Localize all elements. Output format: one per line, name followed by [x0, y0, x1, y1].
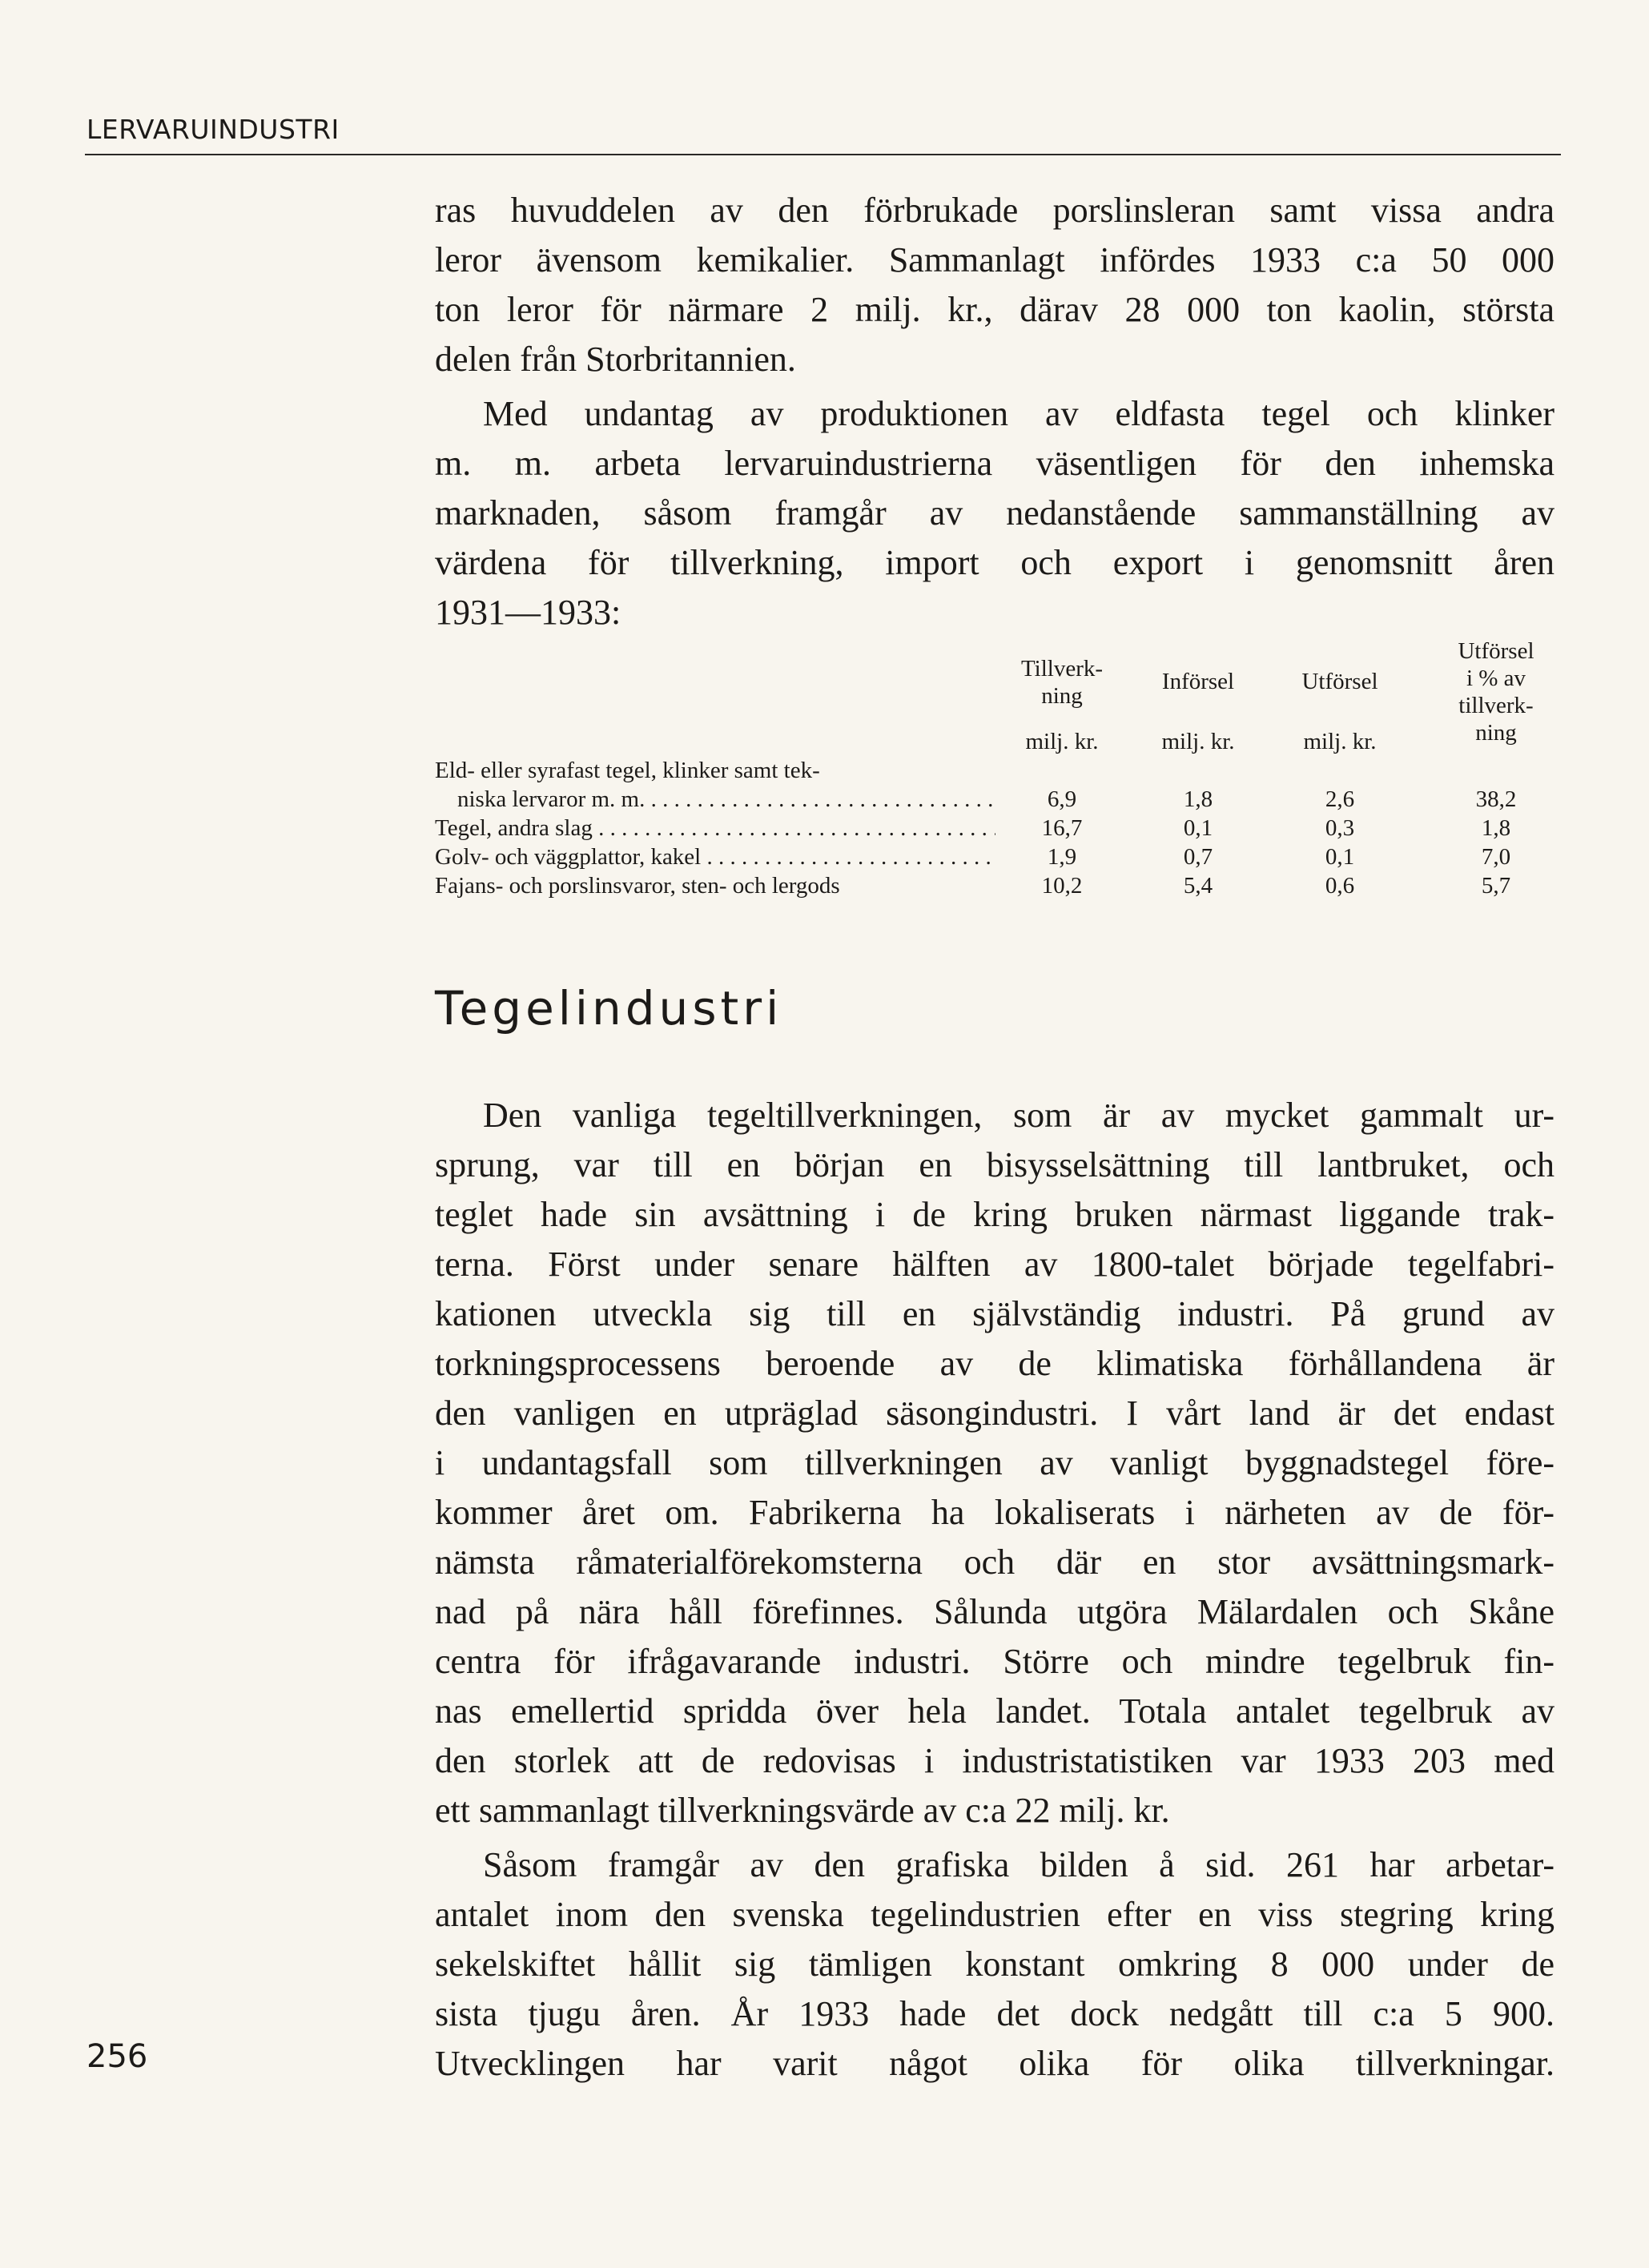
- cell-inforsel: 1,8: [1183, 786, 1213, 812]
- text-line: Utvecklingen har varit något olika för olika tillverkningar.: [435, 2044, 1554, 2083]
- row-label: Fajans- och porslinsvaror, sten- och lergods: [435, 873, 840, 899]
- text-line: marknaden, såsom framgår av nedanstående sammanställning av: [435, 493, 1554, 533]
- text-line: nämsta råmaterialförekomsterna och där en stor avsättningsmark-: [435, 1542, 1554, 1582]
- cell-utforsel-percent: 5,7: [1481, 873, 1511, 899]
- table-row: [435, 814, 1556, 842]
- text-line: teglet hade sin avsättning i de kring bruken närmast liggande trak-: [435, 1195, 1554, 1234]
- text-line: ett sammanlagt tillverkningsvärde av c:a 22 milj. kr.: [435, 1791, 1170, 1830]
- text-line: leror ävensom kemikalier. Sammanlagt infördes 1933 c:a 50 000: [435, 240, 1554, 279]
- cell-utforsel: 2,6: [1325, 786, 1355, 812]
- text-line: den vanligen en utpräglad säsongindustri. I vårt land är det endast: [435, 1393, 1554, 1433]
- text-line: sprung, var till en början en bisysselsättning till lantbruket, och: [435, 1145, 1554, 1184]
- running-head: LERVARUINDUSTRI: [86, 114, 340, 145]
- cell-tillverkning: 1,9: [1047, 844, 1077, 870]
- text-line: sista tjugu åren. År 1933 hade det dock nedgått till c:a 5 900.: [435, 1994, 1554, 2033]
- text-line: nas emellertid spridda över hela landet. Totala antalet tegelbruk av: [435, 1691, 1554, 1731]
- section-heading: Tegelindustri: [435, 981, 783, 1035]
- table-row: [435, 785, 1556, 814]
- text-line: i undantagsfall som tillverkningen av vanligt byggnadstegel före-: [435, 1443, 1554, 1482]
- cell-utforsel: 0,1: [1325, 844, 1355, 870]
- text-line: antalet inom den svenska tegelindustrien efter en viss stegring kring: [435, 1895, 1554, 1934]
- text-block-tegelindustri: [435, 1091, 1554, 2089]
- text-line: delen från Storbritannien.: [435, 340, 796, 379]
- header-rule: [85, 154, 1561, 155]
- cell-inforsel: 5,4: [1183, 873, 1213, 899]
- cell-inforsel: 0,7: [1183, 844, 1213, 870]
- text-line: nad på nära håll förefinnes. Sålunda utgöra Mälardalen och Skåne: [435, 1592, 1554, 1631]
- header-utforsel-percent: Utförsel i % av tillverk- ning: [1458, 638, 1534, 746]
- row-label: Golv- och väggplattor, kakel . . .: [435, 842, 995, 871]
- text-line: 1931—1933:: [435, 593, 621, 632]
- text-line: centra för ifrågavarande industri. Större och mindre tegelbruk fin-: [435, 1642, 1554, 1681]
- text-line: Den vanliga tegeltillverkningen, som är av mycket gammalt ur-: [483, 1096, 1554, 1135]
- page-number: 256: [86, 2038, 148, 2075]
- text-line: torkningsprocessens beroende av de klimatiska förhållandena är: [435, 1344, 1554, 1383]
- header-inforsel: Införsel: [1161, 669, 1235, 694]
- text-line: sekelskiftet hållit sig tämligen konstant omkring 8 000 under de: [435, 1944, 1554, 1984]
- text-line: Med undantag av produktionen av eldfasta tegel och klinker: [483, 394, 1554, 433]
- header-tillverkning: Tillverk- ning: [1020, 656, 1104, 709]
- text-line: terna. Först under senare hälften av 1800-talet började tegelfabri-: [435, 1245, 1554, 1284]
- cell-tillverkning: 10,2: [1041, 873, 1083, 899]
- cell-utforsel: 0,3: [1325, 815, 1355, 841]
- text-line: värdena för tillverkning, import och export i genomsnitt åren: [435, 543, 1554, 582]
- table-row: [435, 842, 1556, 871]
- cell-utforsel-percent: 1,8: [1481, 815, 1511, 841]
- table-row: [435, 871, 1556, 900]
- cell-utforsel-percent: 38,2: [1475, 786, 1517, 812]
- unit-tillverkning: milj. kr.: [1025, 729, 1099, 754]
- text-line: ras huvuddelen av den förbrukade porslinsleran samt vissa andra: [435, 191, 1554, 230]
- cell-utforsel-percent: 7,0: [1481, 844, 1511, 870]
- text-line: kationen utveckla sig till en självständig industri. På grund av: [435, 1294, 1554, 1333]
- text-line: den storlek att de redovisas i industristatistiken var 1933 203 med: [435, 1741, 1554, 1780]
- text-block-intro: [435, 186, 1554, 637]
- cell-tillverkning: 6,9: [1047, 786, 1077, 812]
- unit-inforsel: milj. kr.: [1161, 729, 1235, 754]
- cell-tillverkning: 16,7: [1041, 815, 1083, 841]
- text-line: m. m. arbeta lervaruindustrierna väsentligen för den inhemska: [435, 444, 1554, 483]
- row-label-continued: niska lervaror m. m. . . .: [457, 785, 995, 814]
- cell-utforsel: 0,6: [1325, 873, 1355, 899]
- text-line: Såsom framgår av den grafiska bilden å sid. 261 har arbetar-: [483, 1845, 1554, 1884]
- unit-utforsel: milj. kr.: [1303, 729, 1377, 754]
- text-line: kommer året om. Fabrikerna ha lokaliserats i närheten av de för-: [435, 1493, 1554, 1532]
- cell-inforsel: 0,1: [1183, 815, 1213, 841]
- text-line: ton leror för närmare 2 milj. kr., därav 28 000 ton kaolin, största: [435, 290, 1554, 329]
- row-label: Eld- eller syrafast tegel, klinker samt tek-: [435, 758, 820, 783]
- header-utforsel: Utförsel: [1301, 669, 1378, 694]
- table-row: [435, 756, 1556, 785]
- row-label: Tegel, andra slag . . .: [435, 814, 995, 842]
